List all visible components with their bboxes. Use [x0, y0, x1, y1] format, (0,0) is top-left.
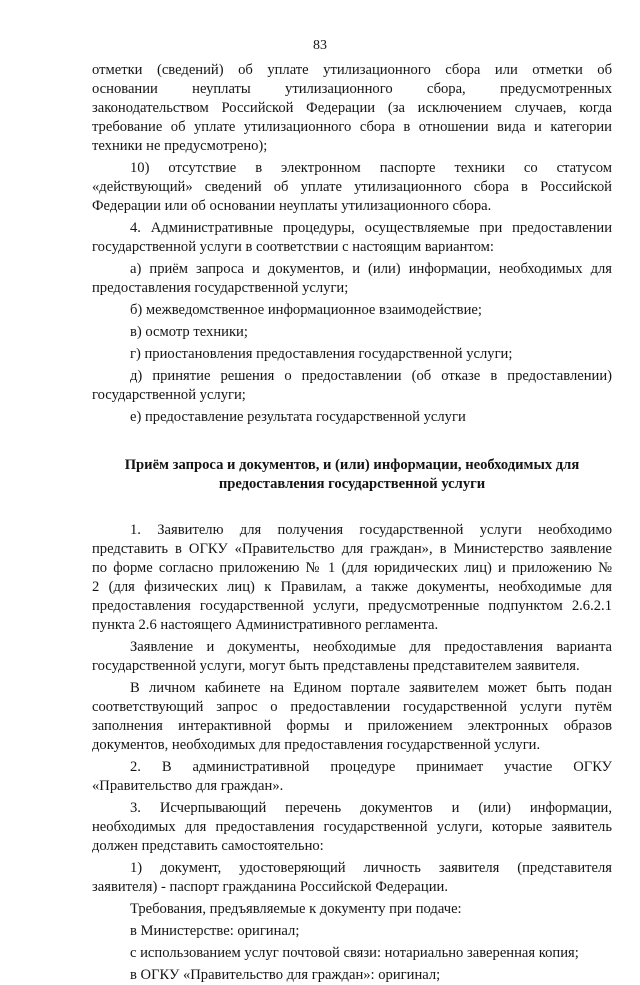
text-line: заявителя) - паспорт гражданина Российской Федерации. [92, 879, 448, 895]
text-line: 2. В административной процедуре принимает участие ОГКУ [130, 759, 612, 775]
heading-line: предоставления государственной услуги [218, 476, 486, 492]
text-line: государственной услуги; [92, 387, 246, 403]
requirement-ministry: в Министерстве: оригинал; [130, 923, 300, 939]
text-line: а) приём запроса и документов, и (или) информации, необходимых для [130, 261, 612, 277]
subitem-v: в) осмотр техники; [130, 324, 248, 340]
text-line: д) принятие решения о предоставлении (об отказе в предоставлении) [130, 368, 612, 384]
text-line: государственной услуги, могут быть представлены представителем заявителя. [92, 658, 580, 674]
paragraph-personal-account [92, 679, 612, 755]
paragraph-representative [92, 638, 612, 676]
subitem-g: г) приостановления предоставления государственной услуги; [130, 346, 513, 362]
text-line: основании неуплаты утилизационного сбора, предусмотренных [92, 81, 612, 97]
paragraph-item-4 [92, 219, 612, 257]
text-line: техники не предусмотрено); [92, 138, 268, 154]
text-line: Федерации или об основании неуплаты утилизационного сбора. [92, 198, 492, 214]
text-line: 1) документ, удостоверяющий личность заявителя (представителя [130, 860, 612, 876]
text-line: 2 (для физических лиц) к Правилам, а также документы, необходимые для [92, 579, 612, 595]
subitem-b: б) межведомственное информационное взаимодействие; [130, 302, 482, 318]
text-line: «действующий» сведений об уплате утилизационного сбора в Российской [92, 179, 612, 195]
text-line: «Правительство для граждан». [92, 778, 284, 794]
requirement-postal: с использованием услуг почтовой связи: нотариально заверенная копия; [130, 945, 579, 961]
paragraph-1 [92, 521, 612, 635]
subitem-a [92, 260, 612, 298]
text-line: необходимых для предоставления государственной услуги, которые заявитель [92, 819, 612, 835]
section-heading [92, 456, 612, 494]
document-item-1 [92, 859, 612, 897]
text-line: предоставления государственной услуги, предусмотренные подпунктом 2.6.2.1 [92, 598, 612, 614]
text-line: 3. Исчерпывающий перечень документов и (или) информации, [130, 800, 612, 816]
paragraph-2 [92, 758, 612, 796]
text-line: отметки (сведений) об уплате утилизационного сбора или отметки об [92, 62, 612, 78]
text-line: требование об уплате утилизационного сбора в отношении вида и категории [92, 119, 612, 135]
text-line: 1. Заявителю для получения государственной услуги необходимо [130, 522, 612, 538]
text-line: законодательством Российской Федерации (за исключением случаев, когда [92, 100, 612, 116]
subitem-d [92, 367, 612, 405]
text-line: по форме согласно приложению № 1 (для юридических лиц) и приложению № [92, 560, 612, 576]
text-line: Заявление и документы, необходимые для предоставления варианта [130, 639, 612, 655]
paragraph-item-10 [92, 159, 612, 216]
text-line: государственной услуги в соответствии с настоящим вариантом: [92, 239, 494, 255]
text-line: В личном кабинете на Едином портале заявителем может быть подан [130, 680, 612, 696]
paragraph-utilization-mark [92, 61, 612, 156]
document-body [92, 61, 612, 985]
paragraph-3 [92, 799, 612, 856]
text-line: 10) отсутствие в электронном паспорте техники со статусом [130, 160, 612, 176]
text-line: должен представить самостоятельно: [92, 838, 324, 854]
text-line: пункта 2.6 настоящего Административного регламента. [92, 617, 439, 633]
page-number: 83 [313, 38, 327, 53]
text-line: представить в ОГКУ «Правительство для граждан», в Министерство заявление [92, 541, 612, 557]
text-line: соответствующий запрос о предоставлении государственной услуги путём [92, 699, 612, 715]
subitem-e: е) предоставление результата государственной услуги [130, 409, 466, 425]
text-line: документов, необходимых для предоставления государственной услуги. [92, 737, 541, 753]
text-line: 4. Административные процедуры, осуществляемые при предоставлении [130, 220, 612, 236]
requirements-title: Требования, предъявляемые к документу при подаче: [130, 901, 462, 917]
requirement-ogku: в ОГКУ «Правительство для граждан»: оригинал; [130, 967, 441, 983]
text-line: заполнения интерактивной формы и приложением электронных образов [92, 718, 612, 734]
heading-line: Приём запроса и документов, и (или) информации, необходимых для [124, 457, 580, 473]
text-line: предоставления государственной услуги; [92, 280, 349, 296]
